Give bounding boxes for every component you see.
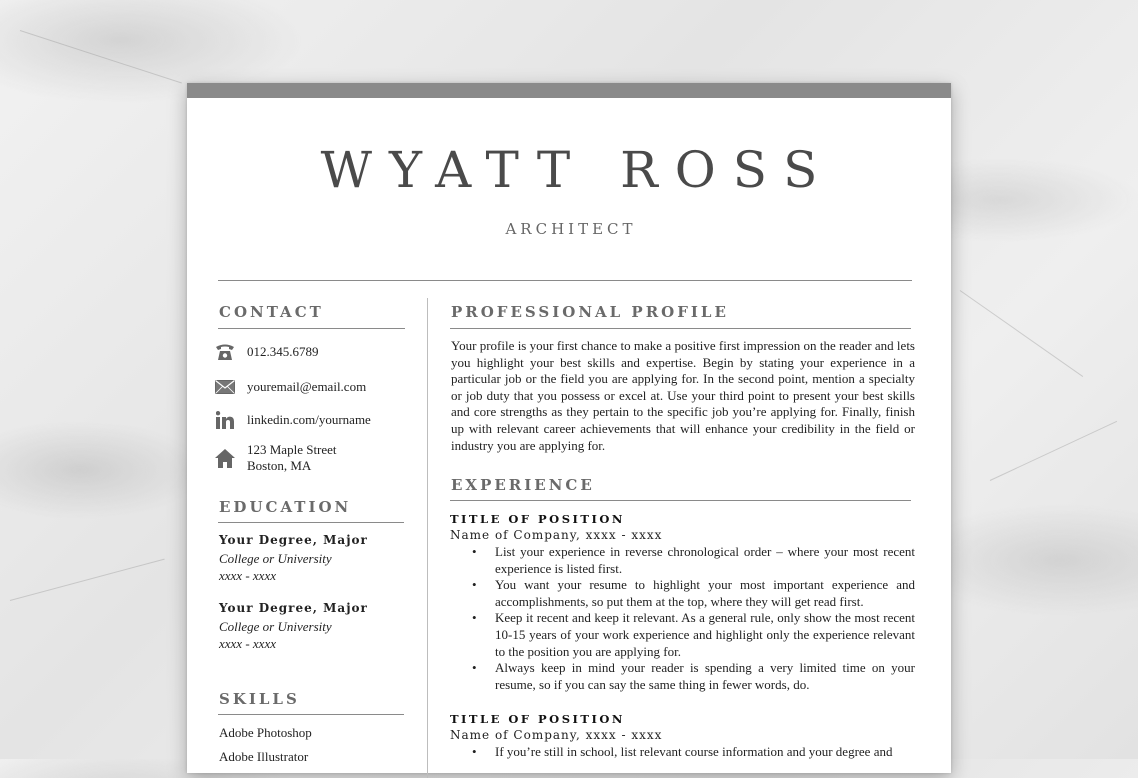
linkedin-url: linkedin.com/yourname [247,412,371,427]
linkedin-icon [215,410,235,430]
education-rule [218,522,404,523]
home-icon [215,448,235,468]
contact-phone [215,342,319,362]
marble-vein [20,30,182,83]
list-item: • Always keep in mind your reader is spending a very limited time on your resume, so if you can say the same thing in fewer words, do. [472,660,915,692]
profile-rule [450,328,911,329]
profile-paragraph: Your profile is your first chance to make a positive first impression on the reader and lets you highlight your best skills and expertise. Begin by stating your experience in a particular job or the field you are applying for. In the second point, mention a specialty or job duty that you possess or excel at. Use your third point to present your best skills and core strengths as they pertain to the specific job you’re applying for. Finally, finish up with relevant career achievements that will enhance your credibility in the field or industry you are applying for. [451,338,915,453]
bullet-text: If you’re still in school, list relevant course information and your degree and [495,744,893,759]
bullet-text: Always keep in mind your reader is spending a very limited time on your resume, so if you can say the same thing in fewer words, do. [495,660,915,692]
resume-name: WYATT ROSS [320,141,835,199]
address-line-1: 123 Maple Street [247,442,337,457]
skill-item: Adobe Photoshop [219,725,312,740]
resume-role: ARCHITECT [505,220,637,238]
position-title: TITLE OF POSITION [450,512,625,526]
column-divider [427,298,428,778]
marble-vein [960,290,1083,377]
experience-heading: EXPERIENCE [451,476,595,494]
contact-rule [218,328,405,329]
bullet-text: You want your resume to highlight your most important experience and accomplishments, so put them at the top, where they will get read first. [495,577,915,609]
contact-address [215,442,337,474]
contact-email [215,377,366,397]
education-school: College or University [219,551,332,566]
position-bullets [472,744,915,761]
education-school: College or University [219,619,332,634]
education-dates: xxxx - xxxx [219,568,276,583]
education-dates: xxxx - xxxx [219,636,276,651]
envelope-icon [215,377,235,397]
contact-linkedin [215,410,371,430]
education-degree: Your Degree, Major [219,601,368,615]
email-address: youremail@email.com [247,379,367,394]
marble-vein [990,421,1117,481]
list-item: • If you’re still in school, list relevant course information and your degree and [472,744,893,759]
header-divider [218,280,912,281]
contact-heading: CONTACT [219,303,324,321]
top-accent-bar [187,83,951,98]
list-item: • Keep it recent and keep it relevant. As a general rule, only show the most recent 10-15 years of your work experience and highlight only the experience relevant to the position you are applying for. [472,610,915,659]
skills-heading: SKILLS [219,690,300,708]
marble-vein [10,559,165,601]
position-bullets [472,544,915,693]
education-degree: Your Degree, Major [219,533,368,547]
profile-heading: PROFESSIONAL PROFILE [451,303,729,321]
skill-item: Adobe Illustrator [219,749,309,764]
list-item: • List your experience in reverse chronological order – where your most recent experience is listed first. [472,544,915,576]
position-company: Name of Company, xxxx - xxxx [450,528,663,542]
phone-icon [215,342,235,362]
phone-number: 012.345.6789 [247,344,319,359]
bullet-text: Keep it recent and keep it relevant. As a general rule, only show the most recent 10-15 years of your work experience and highlight only the experience relevant to the position you are applying for. [495,610,915,659]
bullet-text: List your experience in reverse chronological order – where your most recent experience is listed first. [495,544,915,576]
position-title: TITLE OF POSITION [450,712,625,726]
address-line-2: Boston, MA [247,458,312,473]
position-company: Name of Company, xxxx - xxxx [450,728,663,742]
education-heading: EDUCATION [219,498,352,516]
skills-rule [218,714,404,715]
resume-page [187,83,951,773]
experience-rule [450,500,911,501]
list-item: • You want your resume to highlight your most important experience and accomplishments, so put them at the top, where they will get read first. [472,577,915,609]
